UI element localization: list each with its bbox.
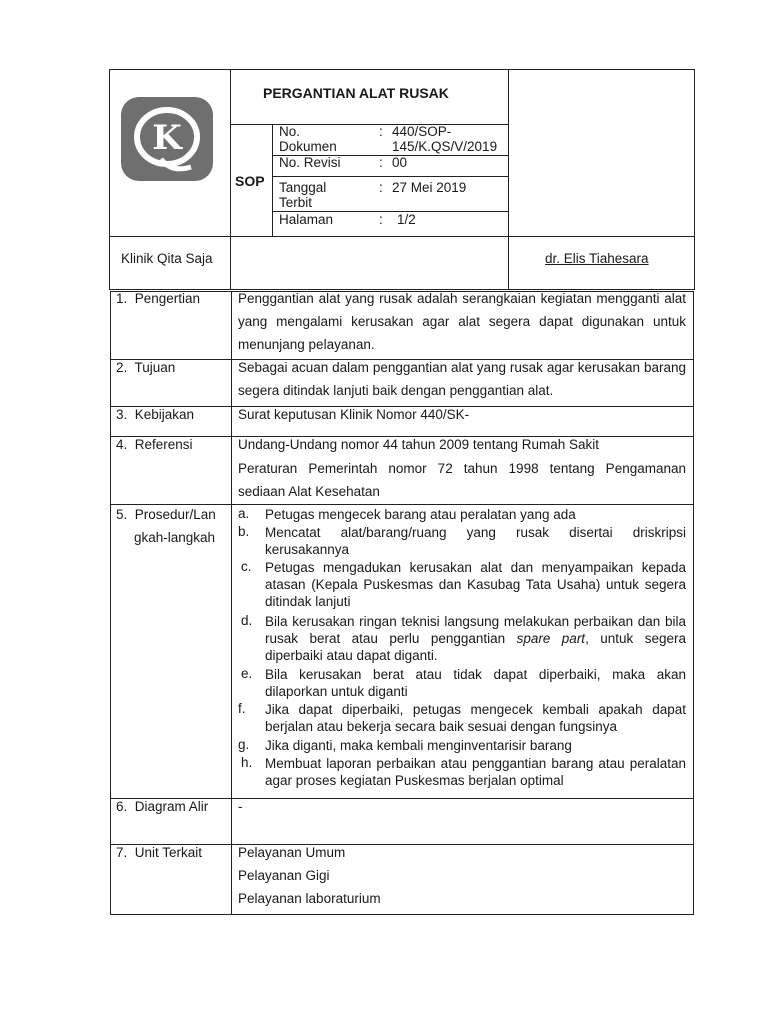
meta-no-revisi-sep: :: [379, 155, 383, 170]
row-text-tujuan: Sebagai acuan dalam penggantian alat yang rusak agar kerusakan barang segera ditindak lanjuti baik dengan penggantian alat.: [238, 360, 686, 398]
step-marker: d.: [241, 613, 253, 628]
step-text: Petugas mengecek barang atau peralatan yang ada: [265, 507, 576, 522]
header-divider-logo: [230, 69, 231, 290]
logo-letter: K: [152, 118, 182, 158]
row-label-pengertian: 1. Pengertian: [116, 291, 201, 306]
row-label-tujuan: 2. Tujuan: [116, 360, 176, 375]
body-border-right: [693, 291, 694, 915]
step-text: Bila kerusakan ringan teknisi langsung melakukan perbaikan dan bila rusak berat atau perlu penggantian spare part, untuk segera diperbaiki atau dapat diganti.: [265, 614, 686, 663]
row-text-pengertian: Penggantian alat yang rusak adalah serangkaian kegiatan mengganti alat yang mengalami kerusakan agar alat segera dapat digunakan untuk menunjang pelayanan.: [238, 291, 686, 352]
document-title: PERGANTIAN ALAT RUSAK: [263, 85, 449, 101]
row-label-prosedur-1: 5. Prosedur/Lan: [116, 507, 216, 522]
sop-label: SOP: [235, 173, 265, 189]
meta-no-dokumen-sep: :: [379, 124, 383, 139]
referensi-item-1: Undang-Undang nomor 44 tahun 2009 tentang Rumah Sakit: [238, 437, 599, 452]
header-sop-divider: [272, 124, 273, 236]
row-text-kebijakan: Surat keputusan Klinik Nomor 440/SK-: [238, 407, 470, 422]
meta-no-dokumen-label: No. Dokumen: [279, 124, 337, 154]
step-text: Membuat laporan perbaikan atau penggantian barang atau peralatan agar proses kegiatan Puskesmas berjalan optimal: [265, 756, 686, 788]
meta-tanggal-value: 27 Mei 2019: [392, 180, 467, 195]
row-label-unit: 7. Unit Terkait: [116, 845, 203, 860]
step-marker: g.: [238, 737, 250, 752]
unit-item-1: Pelayanan Umum: [238, 845, 346, 860]
header-middle-line: [109, 236, 695, 237]
step-marker: b.: [238, 524, 250, 539]
clinic-logo: [121, 97, 213, 181]
meta-no-revisi-value: 00: [392, 155, 408, 170]
clinic-name: Klinik Qita Saja: [121, 251, 213, 266]
header-border-left: [109, 69, 110, 290]
body-border-left: [110, 291, 111, 915]
body-column-divider: [231, 291, 232, 915]
meta-tanggal-label: Tanggal Terbit: [279, 180, 327, 210]
step-marker: c.: [241, 559, 252, 574]
header-divider-right: [508, 69, 509, 290]
meta-tanggal-sep: :: [379, 180, 383, 195]
body-border-bottom: [110, 914, 694, 915]
row-label-prosedur-2: gkah-langkah: [134, 530, 216, 545]
step-marker: h.: [241, 755, 253, 770]
meta-halaman-sep: :: [379, 212, 383, 227]
row-line-4: [110, 504, 694, 505]
step-text: Bila kerusakan berat atau tidak dapat diperbaiki, maka akan dilaporkan untuk diganti: [265, 667, 686, 699]
spare-part-term: spare part: [516, 631, 586, 646]
meta-row-line-2: [272, 176, 509, 177]
step-marker: f.: [238, 701, 246, 716]
step-marker: a.: [238, 506, 250, 521]
referensi-item-2: Peraturan Pemerintah nomor 72 tahun 1998 tentang Pengamanan sediaan Alat Kesehatan: [238, 461, 686, 499]
step-marker: e.: [241, 666, 253, 681]
step-text: Jika dapat diperbaiki, petugas mengecek kembali apakah dapat berjalan atau bekerja secara baik sesuai dengan fungsinya: [265, 702, 686, 734]
row-label-diagram: 6. Diagram Alir: [116, 799, 209, 814]
unit-item-3: Pelayanan laboraturium: [238, 891, 381, 906]
row-label-kebijakan: 3. Kebijakan: [116, 407, 195, 422]
signatory-name: dr. Elis Tiahesara: [545, 251, 649, 266]
meta-no-revisi-label: No. Revisi: [279, 155, 341, 170]
row-label-referensi: 4. Referensi: [116, 437, 193, 452]
header-border-top: [109, 69, 695, 70]
meta-halaman-value: 1/2: [397, 212, 416, 227]
step-text: Jika diganti, maka kembali menginventarisir barang: [265, 738, 572, 753]
header-border-right: [694, 69, 695, 290]
meta-halaman-label: Halaman: [279, 212, 334, 227]
row-text-diagram: -: [238, 799, 243, 814]
unit-item-2: Pelayanan Gigi: [238, 868, 330, 883]
step-text: Petugas mengadukan kerusakan alat dan menyampaikan kepada atasan (Kepala Puskesmas dan Kasubag Tata Usaha) untuk segera ditindak lanjuti: [265, 560, 686, 609]
meta-no-dokumen-value: 440/SOP- 145/K.QS/V/2019: [392, 124, 498, 154]
step-text: Mencatat alat/barang/ruang yang rusak disertai driskripsi kerusakannya: [265, 525, 686, 557]
